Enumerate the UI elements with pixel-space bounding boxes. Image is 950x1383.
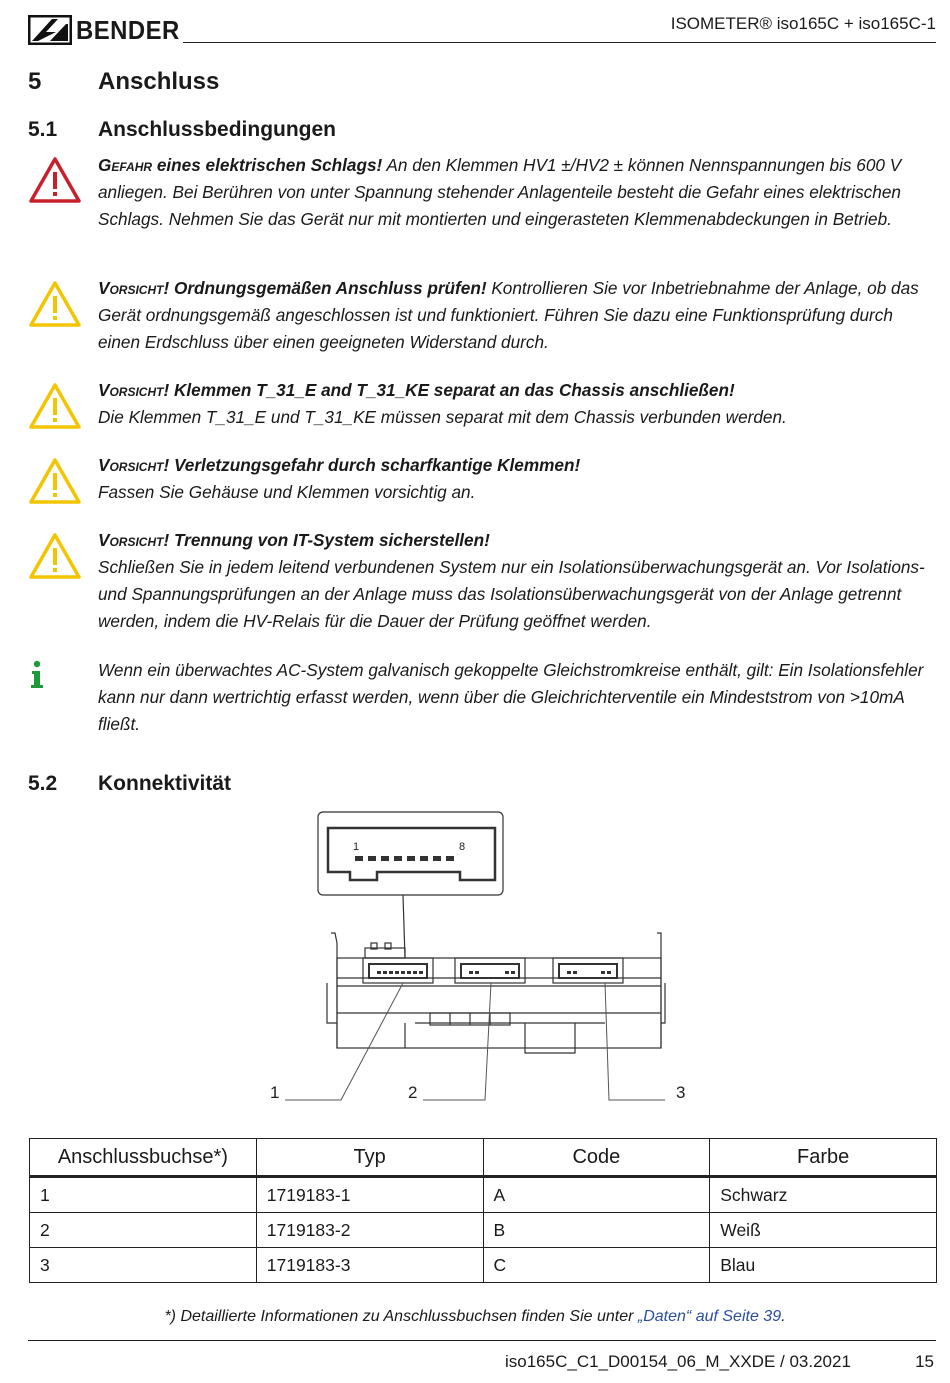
notice-headline: eines elektrischen Schlags! (152, 155, 383, 175)
table-cell: 1719183-1 (256, 1177, 483, 1213)
callout-1: 1 (270, 1083, 280, 1102)
callout-3: 3 (676, 1083, 686, 1102)
column-header: Farbe (710, 1139, 937, 1177)
column-header: Typ (256, 1139, 483, 1177)
notice-text: Kontrollieren Sie vor Inbetriebnahme der Anlage, ob das Gerät ordnungsgemäß angeschlossen ist und funktioniert. Führen Sie dazu eine Funktionsprüfung durch einen Erdschluss über einen geeigneten Widerstand durch. (98, 278, 919, 352)
notice-text: Schließen Sie in jedem leitend verbundenen System nur ein Isolationsüberwachungsgerät an. Vor Isolations- und Spannungsprüfungen an der Anlage muss das Isolationsüberwachungsgerät von der Anlage getrennt werden, indem die HV-Relais für die Dauer der Prüfung geöffnet werden. (98, 557, 925, 631)
notice-caution-chassis (98, 377, 938, 431)
page-number: 15 (915, 1352, 934, 1371)
caution-triangle-icon (28, 382, 82, 430)
connector-diagram (265, 808, 695, 1108)
notice-text: Die Klemmen T_31_E und T_31_KE müssen separat mit dem Chassis verbunden werden. (98, 407, 787, 427)
header-rule (183, 42, 936, 43)
footnote-link[interactable]: „Daten“ auf Seite 39 (637, 1308, 782, 1325)
section-number: 5 (28, 68, 42, 95)
notice-info (98, 657, 938, 738)
notice-headline: ! Trennung von IT-System sicherstellen! (163, 530, 490, 550)
notice-caution-sharp-edges (98, 452, 938, 506)
pin-label-first: 1 (353, 841, 360, 853)
notice-text: An den Klemmen HV1 ±/HV2 ± können Nennspannungen bis 600 V anliegen. Bei Berühren von unter Spannung stehender Anlagenteile besteht die Gefahr eines elektrischen Schlags. Nehmen Sie das Gerät nur mit montierten und eingerasteten Klemmenabdeckungen in Betrieb. (98, 155, 902, 229)
notice-headline: ! Klemmen T_31_E and T_31_KE separat an das Chassis anschließen! (163, 380, 735, 400)
notice-headline: ! Ordnungsgemäßen Anschluss prüfen! (163, 278, 487, 298)
table-row (30, 1213, 937, 1248)
device-body (327, 933, 665, 1053)
subsection-title: Anschlussbedingungen (98, 118, 337, 141)
footnote-text: *) Detaillierte Informationen zu Anschlussbuchsen finden Sie unter (164, 1308, 638, 1325)
callout-2: 2 (408, 1083, 418, 1102)
notice-danger (98, 152, 938, 233)
table-cell: C (483, 1248, 710, 1283)
document-id: iso165C_C1_D00154_06_M_XXDE / 03.2021 (505, 1352, 851, 1371)
notice-signal-word: Vorsicht (98, 380, 164, 400)
connector-detail (318, 812, 503, 895)
notice-headline: ! Verletzungsgefahr durch scharfkantige Klemmen! (163, 455, 581, 475)
subsection-number: 5.1 (28, 118, 58, 141)
table-cell: 1 (30, 1177, 257, 1213)
notice-caution-it-system (98, 527, 938, 635)
footer-rule (28, 1340, 936, 1341)
table-cell: 2 (30, 1213, 257, 1248)
notice-text: Fassen Sie Gehäuse und Klemmen vorsichtig an. (98, 482, 476, 502)
pin-label-last: 8 (459, 841, 466, 853)
table-header-row (30, 1139, 937, 1177)
section-title: Anschluss (98, 68, 220, 95)
bender-logo (28, 14, 189, 46)
table-cell: 1719183-2 (256, 1213, 483, 1248)
notice-signal-word: Gefahr (98, 155, 153, 175)
column-header: Anschlussbuchse*) (30, 1139, 257, 1177)
table-cell: B (483, 1213, 710, 1248)
danger-triangle-icon (28, 156, 82, 204)
caution-triangle-icon (28, 532, 82, 580)
table-cell: Blau (710, 1248, 937, 1283)
subsection-number: 5.2 (28, 772, 58, 795)
notice-signal-word: Vorsicht (98, 530, 164, 550)
column-header: Code (483, 1139, 710, 1177)
caution-triangle-icon (28, 280, 82, 328)
table-row (30, 1177, 937, 1213)
table-row (30, 1248, 937, 1283)
notice-caution-connection (98, 275, 938, 356)
document-title: ISOMETER® iso165C + iso165C-1 (670, 14, 936, 33)
table-cell: A (483, 1177, 710, 1213)
table-footnote (0, 1308, 950, 1326)
notice-signal-word: Vorsicht (98, 278, 164, 298)
notice-text: Wenn ein überwachtes AC-System galvanisch gekoppelte Gleichstromkreise enthält, gilt: Ein Isolationsfehler kann nur dann wertrichtig erfasst werden, wenn über die Gleichrichterventile ein Mindeststrom von >10mA fließt. (98, 660, 924, 734)
table-cell: Weiß (710, 1213, 937, 1248)
notice-signal-word: Vorsicht (98, 455, 164, 475)
caution-triangle-icon (28, 457, 82, 505)
brand-name: BENDER (76, 14, 180, 45)
subsection-title: Konnektivität (98, 772, 232, 795)
table-cell: Schwarz (710, 1177, 937, 1213)
table-cell: 1719183-3 (256, 1248, 483, 1283)
table-cell: 3 (30, 1248, 257, 1283)
connector-table (29, 1138, 937, 1283)
info-icon (30, 660, 46, 690)
bender-logo-icon (28, 15, 72, 45)
footnote-suffix: . (781, 1308, 786, 1325)
